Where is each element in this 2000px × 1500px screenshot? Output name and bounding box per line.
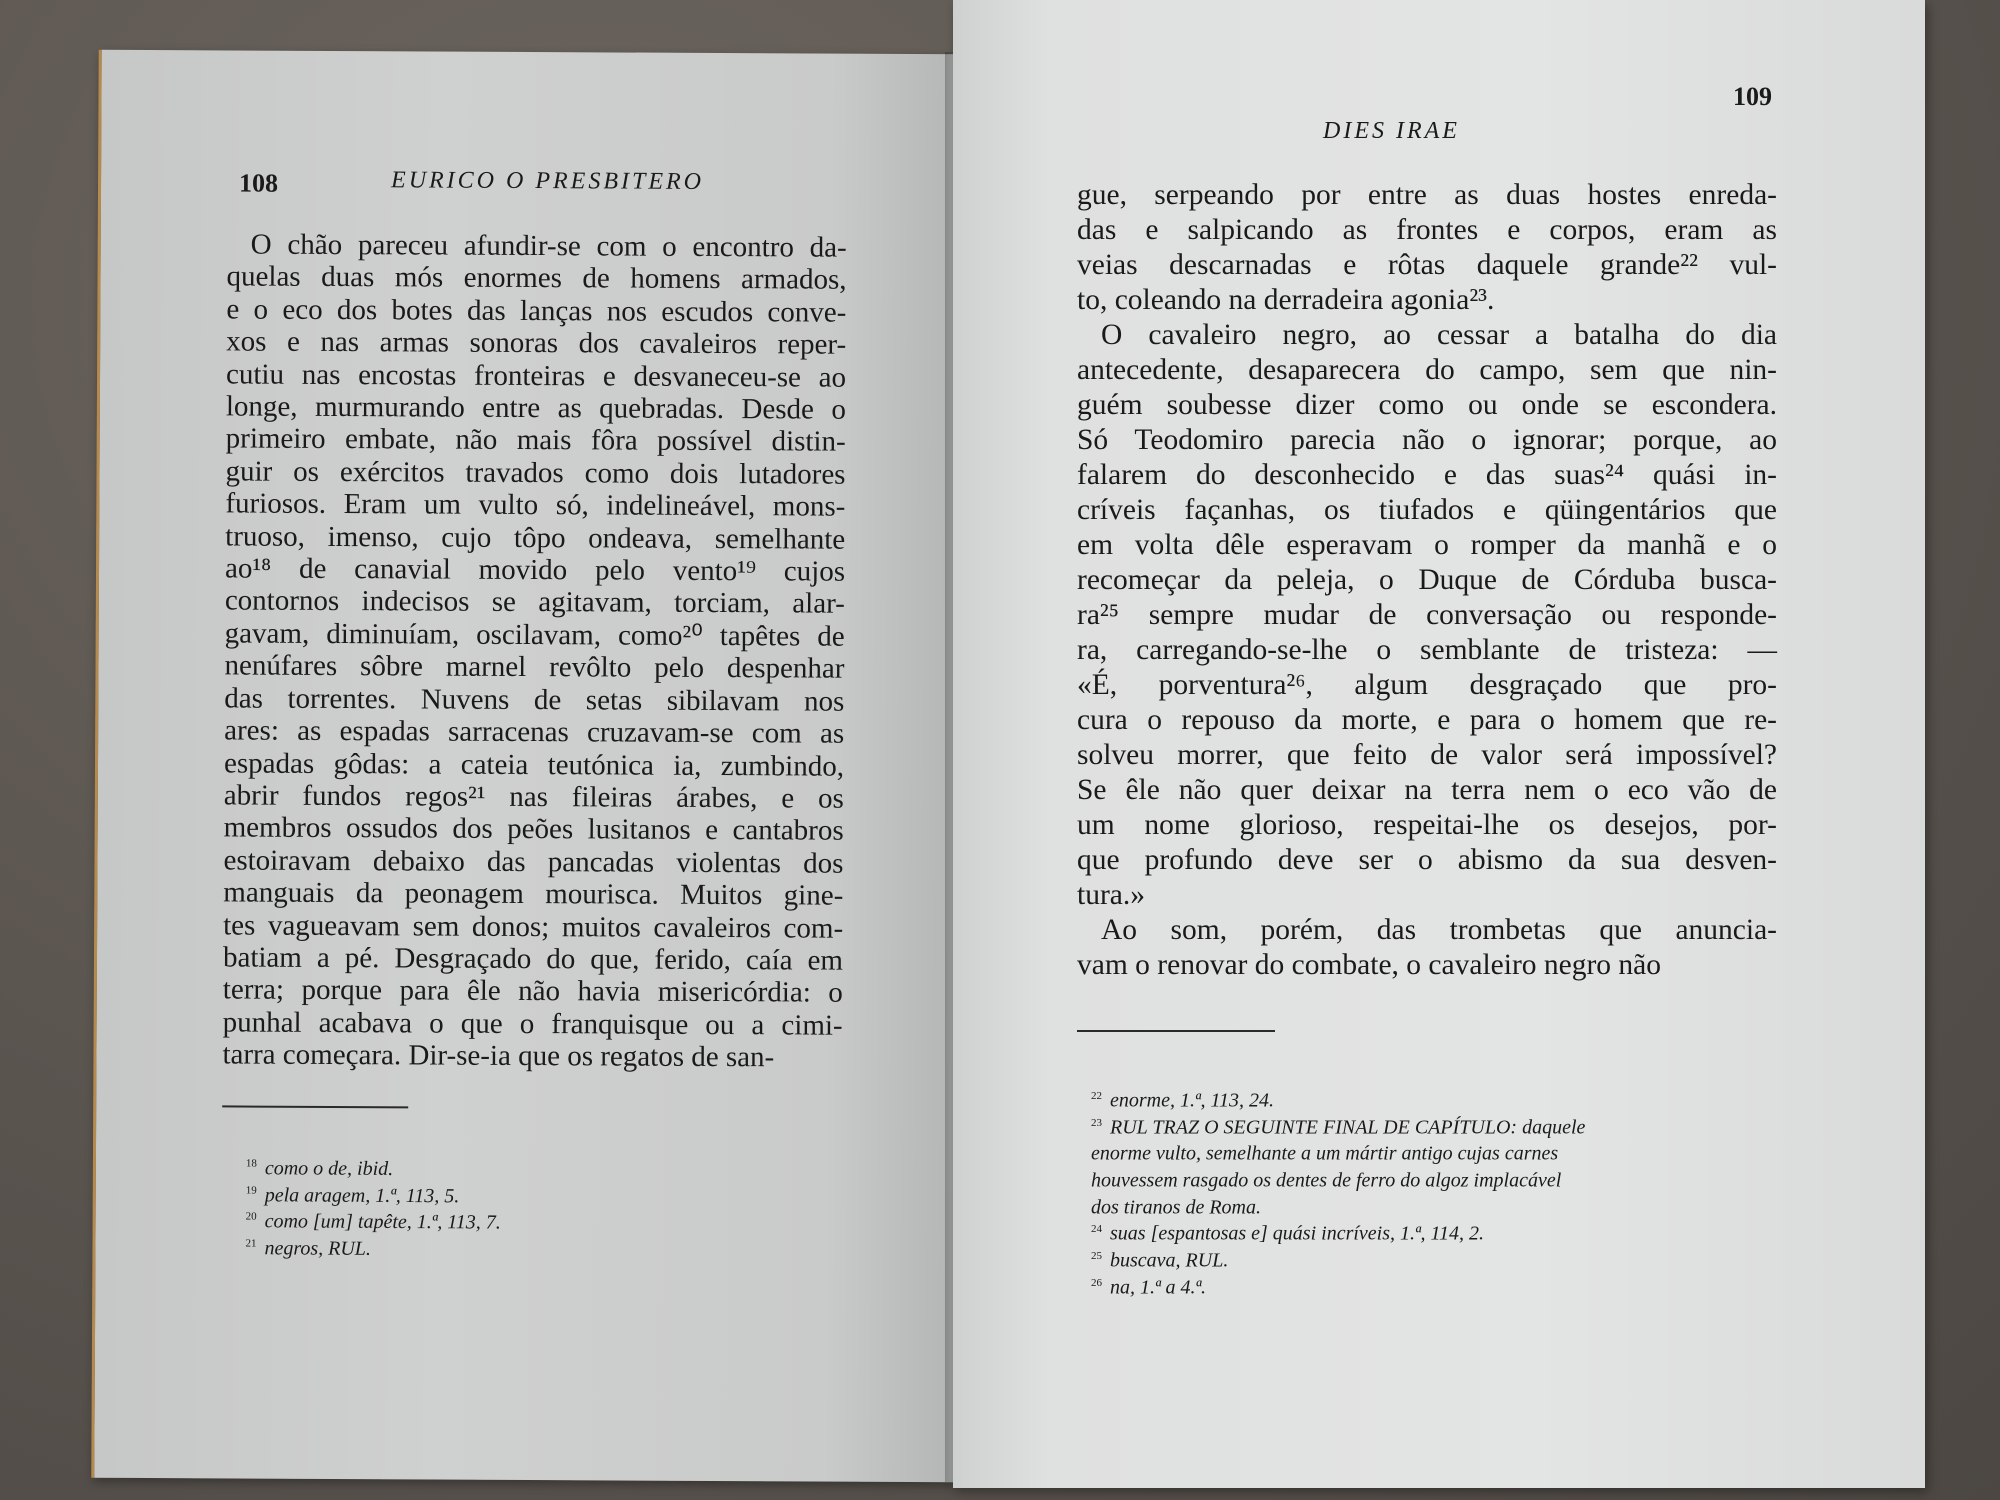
footnote-text: pela aragem, 1.ª, 113, 5. bbox=[264, 1183, 460, 1207]
left-running-head: EURICO O PRESBITERO bbox=[390, 167, 705, 195]
text-line: gavam, diminuíam, oscilavam, como²⁰ tapêtes de bbox=[224, 617, 845, 653]
text-line: cura o repouso da morte, e para o homem que re- bbox=[1077, 704, 1777, 736]
footnote bbox=[246, 1153, 501, 1181]
text-line: vam o renovar do combate, o cavaleiro negro não bbox=[1077, 949, 1662, 981]
text-line: ra, carregando-se-lhe o semblante de tristeza: — bbox=[1077, 634, 1777, 666]
right-footnotes bbox=[1091, 1085, 1585, 1298]
text-line: guém soubesse dizer como ou onde se escondera. bbox=[1077, 389, 1777, 421]
text-line: contornos indecisos se agitavam, torciam, alar- bbox=[224, 584, 845, 621]
left-body-text bbox=[222, 228, 846, 1074]
text-line: solveu morrer, que feito de valor será impossível? bbox=[1077, 739, 1777, 771]
text-line: Só Teodomiro parecia não o ignorar; porque, ao bbox=[1077, 424, 1777, 456]
right-body-text bbox=[1077, 178, 1777, 983]
text-line: punhal acabava o que o franquisque ou a cimi- bbox=[222, 1006, 843, 1042]
footnote-text: na, 1.ª a 4.ª. bbox=[1110, 1276, 1207, 1299]
text-line: estoiravam debaixo das pancadas violentas dos bbox=[223, 844, 844, 880]
text-line: falarem do desconhecido e das suas²⁴ quási in- bbox=[1077, 459, 1777, 491]
footnote bbox=[1091, 1192, 1585, 1219]
text-line: tarra começara. Dir-se-ia que os regatos de san- bbox=[222, 1038, 775, 1074]
footnote-text: RUL TRAZ O SEGUINTE FINAL DE CAPÍTULO: daquele bbox=[1110, 1116, 1586, 1139]
text-line: O chão pareceu afundir-se com o encontro da- bbox=[250, 228, 847, 264]
footnote-text: enorme vulto, semelhante a um mártir antigo cujas carnes bbox=[1091, 1142, 1559, 1165]
text-line: ao¹⁸ de canavial movido pelo vento¹⁹ cujos bbox=[224, 552, 846, 588]
text-line: que profundo deve ser o abismo da sua desven- bbox=[1077, 844, 1777, 876]
left-page-number: 108 bbox=[238, 168, 279, 198]
footnote bbox=[1091, 1112, 1585, 1139]
text-line: primeiro embate, não mais fôra possível distin- bbox=[225, 422, 846, 459]
left-footnote-rule bbox=[222, 1105, 408, 1108]
footnote bbox=[1091, 1165, 1585, 1192]
footnote bbox=[246, 1206, 501, 1234]
text-line: das e salpicando as frontes e corpos, eram as bbox=[1077, 214, 1777, 246]
text-line: cutiu nas encostas fronteiras e desvaneceu-se ao bbox=[225, 358, 847, 394]
text-line: batiam a pé. Desgraçado do que, ferido, caía em bbox=[222, 941, 844, 977]
text-line: truoso, imenso, cujo tôpo ondeava, semelhante bbox=[225, 520, 846, 556]
footnote-number: 21 bbox=[245, 1237, 257, 1250]
text-line: tes vagueavam sem donos; muitos cavaleiros com- bbox=[223, 908, 844, 945]
text-line: críveis façanhas, os tiufados e qüingentários que bbox=[1077, 494, 1777, 526]
text-line: ra²⁵ sempre mudar de conversação ou responde- bbox=[1077, 599, 1777, 631]
text-line: tura.» bbox=[1077, 879, 1145, 911]
text-line: longe, murmurando entre as quebradas. Desde o bbox=[225, 390, 846, 426]
text-line: nenúfares sôbre marnel revôlto pelo despenhar bbox=[224, 649, 845, 685]
text-line: gue, serpeando por entre as duas hostes enreda- bbox=[1077, 179, 1777, 211]
left-footnotes bbox=[245, 1153, 501, 1261]
footnote bbox=[1091, 1272, 1585, 1299]
footnote-number: 18 bbox=[245, 1157, 257, 1170]
footnote-number: 20 bbox=[245, 1210, 257, 1223]
text-line: Ao som, porém, das trombetas que anuncia- bbox=[1101, 914, 1777, 946]
footnote-text: buscava, RUL. bbox=[1110, 1249, 1229, 1272]
footnote-text: suas [espantosas e] quási incríveis, 1.ª, 114, 2. bbox=[1110, 1222, 1485, 1245]
footnote bbox=[1091, 1218, 1585, 1245]
text-line: O cavaleiro negro, ao cessar a batalha do dia bbox=[1101, 319, 1777, 351]
right-footnote-rule bbox=[1077, 1030, 1275, 1032]
left-page bbox=[91, 50, 960, 1482]
text-line: abrir fundos regos²¹ nas fileiras árabes, e os bbox=[223, 779, 844, 815]
footnote-number: 23 bbox=[1091, 1116, 1102, 1129]
text-line: to, coleando na derradeira agonia²³. bbox=[1077, 284, 1495, 316]
footnote bbox=[1091, 1138, 1585, 1165]
text-line: quelas duas mós enormes de homens armados, bbox=[226, 260, 847, 297]
right-page-number: 109 bbox=[1733, 82, 1772, 111]
footnote-number: 26 bbox=[1091, 1276, 1102, 1289]
footnote-number: 25 bbox=[1091, 1249, 1102, 1262]
footnote-text: como o de, ibid. bbox=[264, 1157, 394, 1180]
footnote bbox=[245, 1233, 500, 1261]
footnote-text: enorme, 1.ª, 113, 24. bbox=[1110, 1089, 1275, 1112]
footnote-text: como [um] tapête, 1.ª, 113, 7. bbox=[264, 1210, 501, 1234]
footnote bbox=[1091, 1245, 1585, 1272]
footnote-number: 22 bbox=[1091, 1090, 1102, 1102]
right-page bbox=[953, 0, 1925, 1488]
text-line: e o eco dos botes das lanças nos escudos conve- bbox=[226, 293, 847, 329]
text-line: Se êle não quer deixar na terra nem o eco vão de bbox=[1077, 774, 1777, 806]
footnote-number: 24 bbox=[1091, 1223, 1102, 1236]
text-line: manguais da peonagem mourisca. Muitos gine- bbox=[223, 876, 844, 912]
footnote-text: dos tiranos de Roma. bbox=[1091, 1196, 1261, 1219]
footnote-text: negros, RUL. bbox=[264, 1237, 372, 1260]
text-line: espadas gôdas: a cateia teutónica ia, zumbindo, bbox=[223, 746, 845, 783]
text-line: recomeçar da peleja, o Duque de Córduba busca- bbox=[1077, 564, 1777, 596]
footnote bbox=[1091, 1085, 1585, 1112]
text-line: das torrentes. Nuvens de setas sibilavam nos bbox=[224, 682, 845, 718]
text-line: ares: as espadas sarracenas cruzavam-se com as bbox=[224, 714, 845, 750]
text-line: furiosos. Eram um vulto só, indelineável, mons- bbox=[225, 487, 846, 523]
text-line: antecedente, desaparecera do campo, sem que nin- bbox=[1077, 354, 1777, 386]
right-running-head: DIES IRAE bbox=[1323, 118, 1460, 144]
text-line: veias descarnadas e rôtas daquele grande²² vul- bbox=[1077, 249, 1777, 281]
text-line: em volta dêle esperavam o romper da manhã e o bbox=[1077, 529, 1777, 561]
text-line: membros ossudos dos peões lusitanos e cantabros bbox=[223, 811, 844, 847]
footnote bbox=[246, 1179, 501, 1207]
footnote-text: houvessem rasgado os dentes de ferro do algoz implacável bbox=[1091, 1169, 1562, 1192]
text-line: guir os exércitos travados como dois lutadores bbox=[225, 455, 846, 491]
text-line: «É, porventura²⁶, algum desgraçado que pro- bbox=[1077, 669, 1777, 701]
text-line: terra; porque para êle não havia misericórdia: o bbox=[222, 973, 843, 1010]
text-line: um nome glorioso, respeitai-lhe os desejos, por- bbox=[1077, 809, 1777, 841]
text-line: xos e nas armas sonoras dos cavaleiros reper- bbox=[226, 325, 847, 361]
footnote-number: 19 bbox=[245, 1184, 257, 1197]
